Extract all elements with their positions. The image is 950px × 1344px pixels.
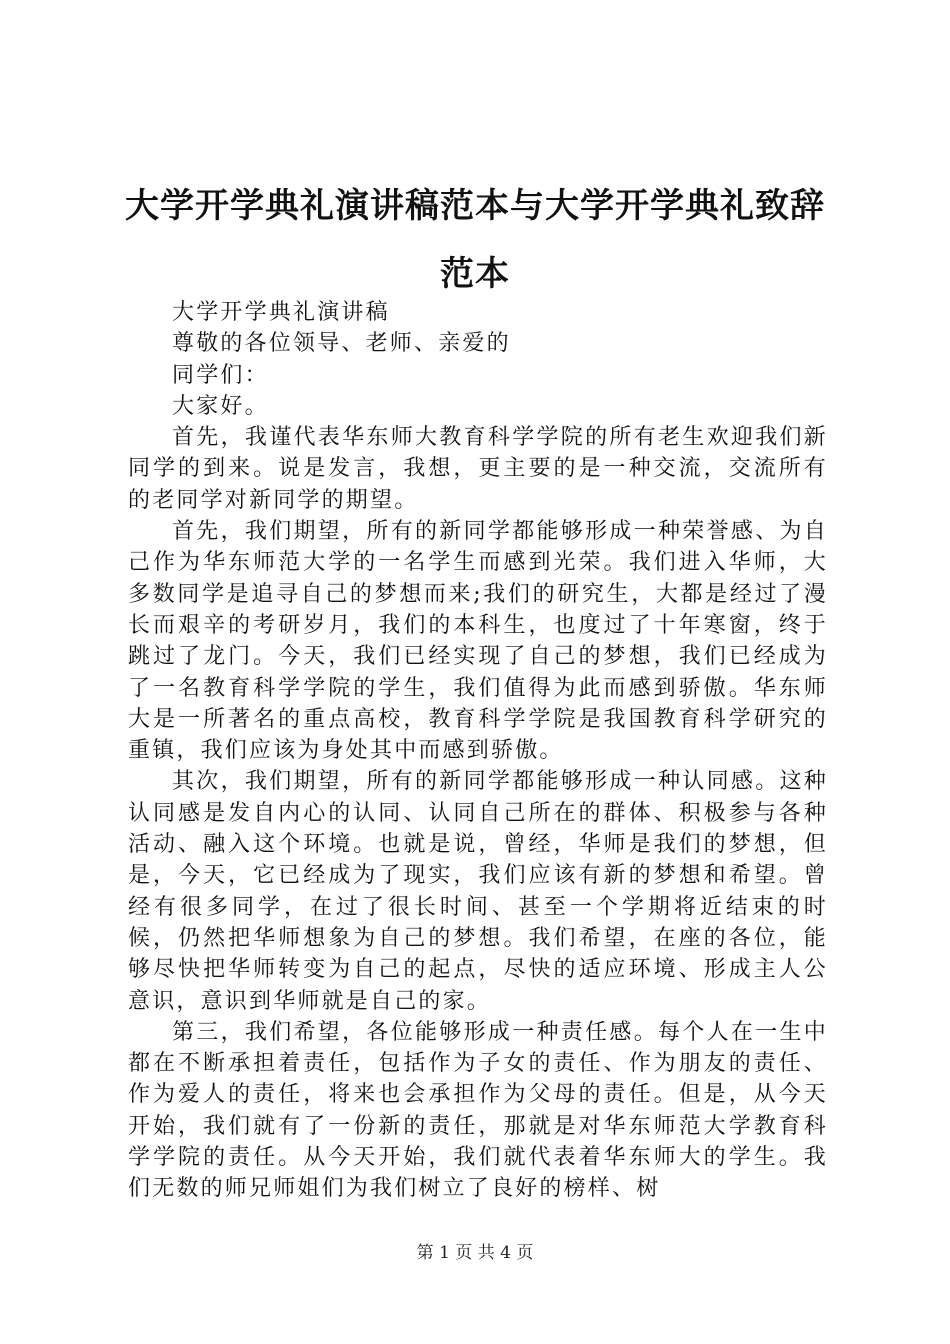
paragraph: 其次，我们期望，所有的新同学都能够形成一种认同感。这种认同感是发自内心的认同、认同自己所在的群体、积极参与各种活动、融入这个环境。也就是说，曾经，华师是我们的梦想，但是，今天，它已经成为了现实，我们应该有新的梦想和希望。曾经有很多同学，在过了很长时间、甚至一个学期将近结束的时候，仍然把华师想象为自己的梦想。我们希望，在座的各位，能够尽快把华师转变为自己的起点，尽快的适应环境、形成主人公意识，意识到华师就是自己的家。 <box>128 769 828 1014</box>
paragraph: 大家好。 <box>172 393 269 419</box>
paragraph: 尊敬的各位领导、老师、亲爱的 <box>172 331 511 357</box>
paragraph: 首先，我谨代表华东师大教育科学学院的所有老生欢迎我们新同学的到来。说是发言，我想，更主要的是一种交流，交流所有的老同学对新同学的期望。 <box>128 425 828 513</box>
paragraph: 首先，我们期望，所有的新同学都能够形成一种荣誉感、为自己作为华东师范大学的一名学生而感到光荣。我们进入华师，大多数同学是追寻自己的梦想而来;我们的研究生，大都是经过了漫长而艰辛的考研岁月，我们的本科生，也度过了十年寒窗，终于跳过了龙门。今天，我们已经实现了自己的梦想，我们已经成为了一名教育科学学院的学生，我们值得为此而感到骄傲。华东师大是一所著名的重点高校，教育科学学院是我国教育科学研究的重镇，我们应该为身处其中而感到骄傲。 <box>128 519 828 764</box>
paragraph: 第三，我们希望，各位能够形成一种责任感。每个人在一生中都在不断承担着责任，包括作为子女的责任、作为朋友的责任、作为爱人的责任，将来也会承担作为父母的责任。但是，从今天开始，我们就有了一份新的责任，那就是对华东师范大学教育科学学院的责任。从今天开始，我们就代表着华东师大的学生。我们无数的师兄师姐们为我们树立了良好的榜样、树 <box>128 1019 828 1202</box>
paragraph: 大学开学典礼演讲稿 <box>172 300 390 325</box>
paragraph: 同学们： <box>172 362 269 388</box>
document-title: 大学开学典礼演讲稿范本与大学开学典礼致辞范本 <box>125 186 825 294</box>
page-number-footer: 第 1 页 共 4 页 <box>416 1243 534 1263</box>
document-body <box>128 297 828 1205</box>
